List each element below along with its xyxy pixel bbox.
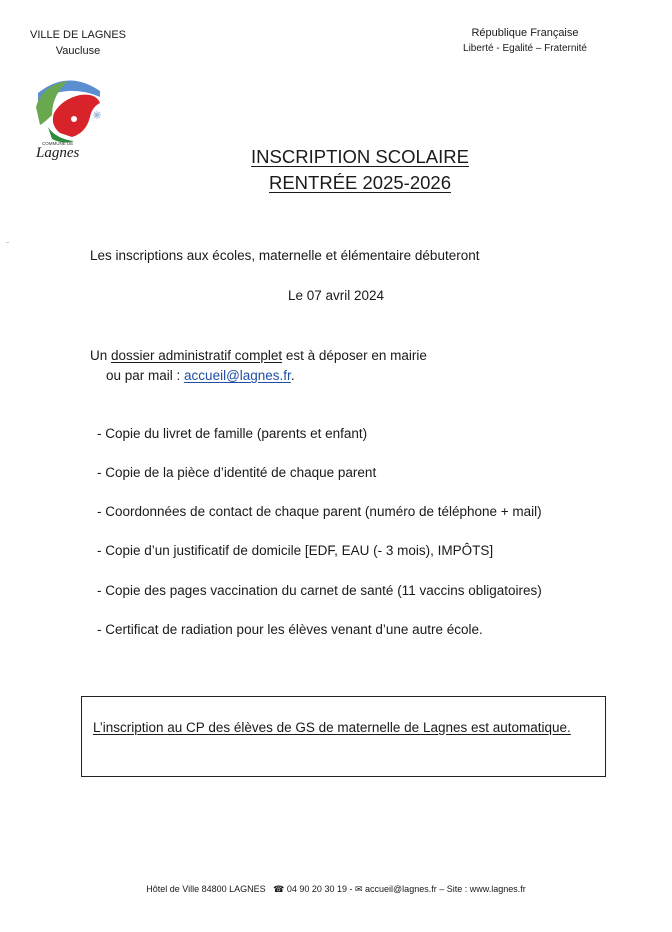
notice-text: L’inscription au CP des élèves de GS de maternelle de Lagnes est automatique. (93, 720, 571, 735)
email-link[interactable]: accueil@lagnes.fr (184, 368, 291, 383)
municipality-name: VILLE DE LAGNES (30, 29, 126, 41)
mail-icon: ✉ (354, 884, 363, 894)
dossier-suffix: est à déposer en mairie (282, 348, 427, 363)
start-date: Le 07 avril 2024 (287, 288, 385, 303)
title-line-1: INSCRIPTION SCOLAIRE (251, 146, 469, 167)
logo-name: Lagnes (36, 145, 80, 161)
dossier-prefix: Un (90, 348, 112, 363)
requirement-item: - Copie de la pièce d’identité de chaque parent (97, 465, 377, 480)
logo-emblem (30, 73, 110, 163)
dossier-emphasis: dossier administratif complet (111, 348, 283, 363)
intro-text: Les inscriptions aux écoles, maternelle et élémentaire débuteront (90, 248, 480, 263)
notice-box (81, 696, 606, 777)
footer-email[interactable]: accueil@lagnes.fr (365, 884, 437, 894)
footer-site[interactable]: – Site : www.lagnes.fr (436, 884, 526, 894)
scan-mark (6, 242, 9, 243)
requirement-item: - Copie d’un justificatif de domicile [EDF, EAU (- 3 mois), IMPÔTS] (97, 543, 494, 558)
header-republic (455, 25, 595, 57)
title-line-2: RENTRÉE 2025-2026 (268, 172, 451, 193)
logo-small-text: COMMUNE DE (42, 141, 74, 146)
republic-motto: Liberté - Egalité – Fraternité (463, 43, 587, 54)
footer-separator: - (346, 884, 355, 894)
phone-icon: ☎ (273, 884, 285, 894)
lagnes-logo (30, 73, 110, 163)
footer-address: Hôtel de Ville 84800 LAGNES (146, 884, 266, 894)
dossier-mail-prefix: ou par mail : (106, 368, 185, 383)
page-title (200, 144, 520, 196)
footer (0, 884, 672, 895)
requirement-item: - Coordonnées de contact de chaque parent (numéro de téléphone + mail) (97, 504, 542, 519)
footer-phone: 04 90 20 30 19 (286, 884, 347, 894)
requirement-item: - Copie du livret de famille (parents et enfant) (97, 426, 368, 441)
requirement-item: - Certificat de radiation pour les élèves venant d’une autre école. (97, 622, 483, 637)
requirement-item: - Copie des pages vaccination du carnet de santé (11 vaccins obligatoires) (97, 583, 542, 598)
snowflake-icon (93, 111, 101, 119)
dossier-mail-suffix: . (290, 368, 295, 383)
republic-name: République Française (471, 27, 579, 39)
header-municipality (30, 27, 126, 59)
department-name: Vaucluse (55, 45, 101, 57)
dossier-paragraph (90, 346, 427, 386)
